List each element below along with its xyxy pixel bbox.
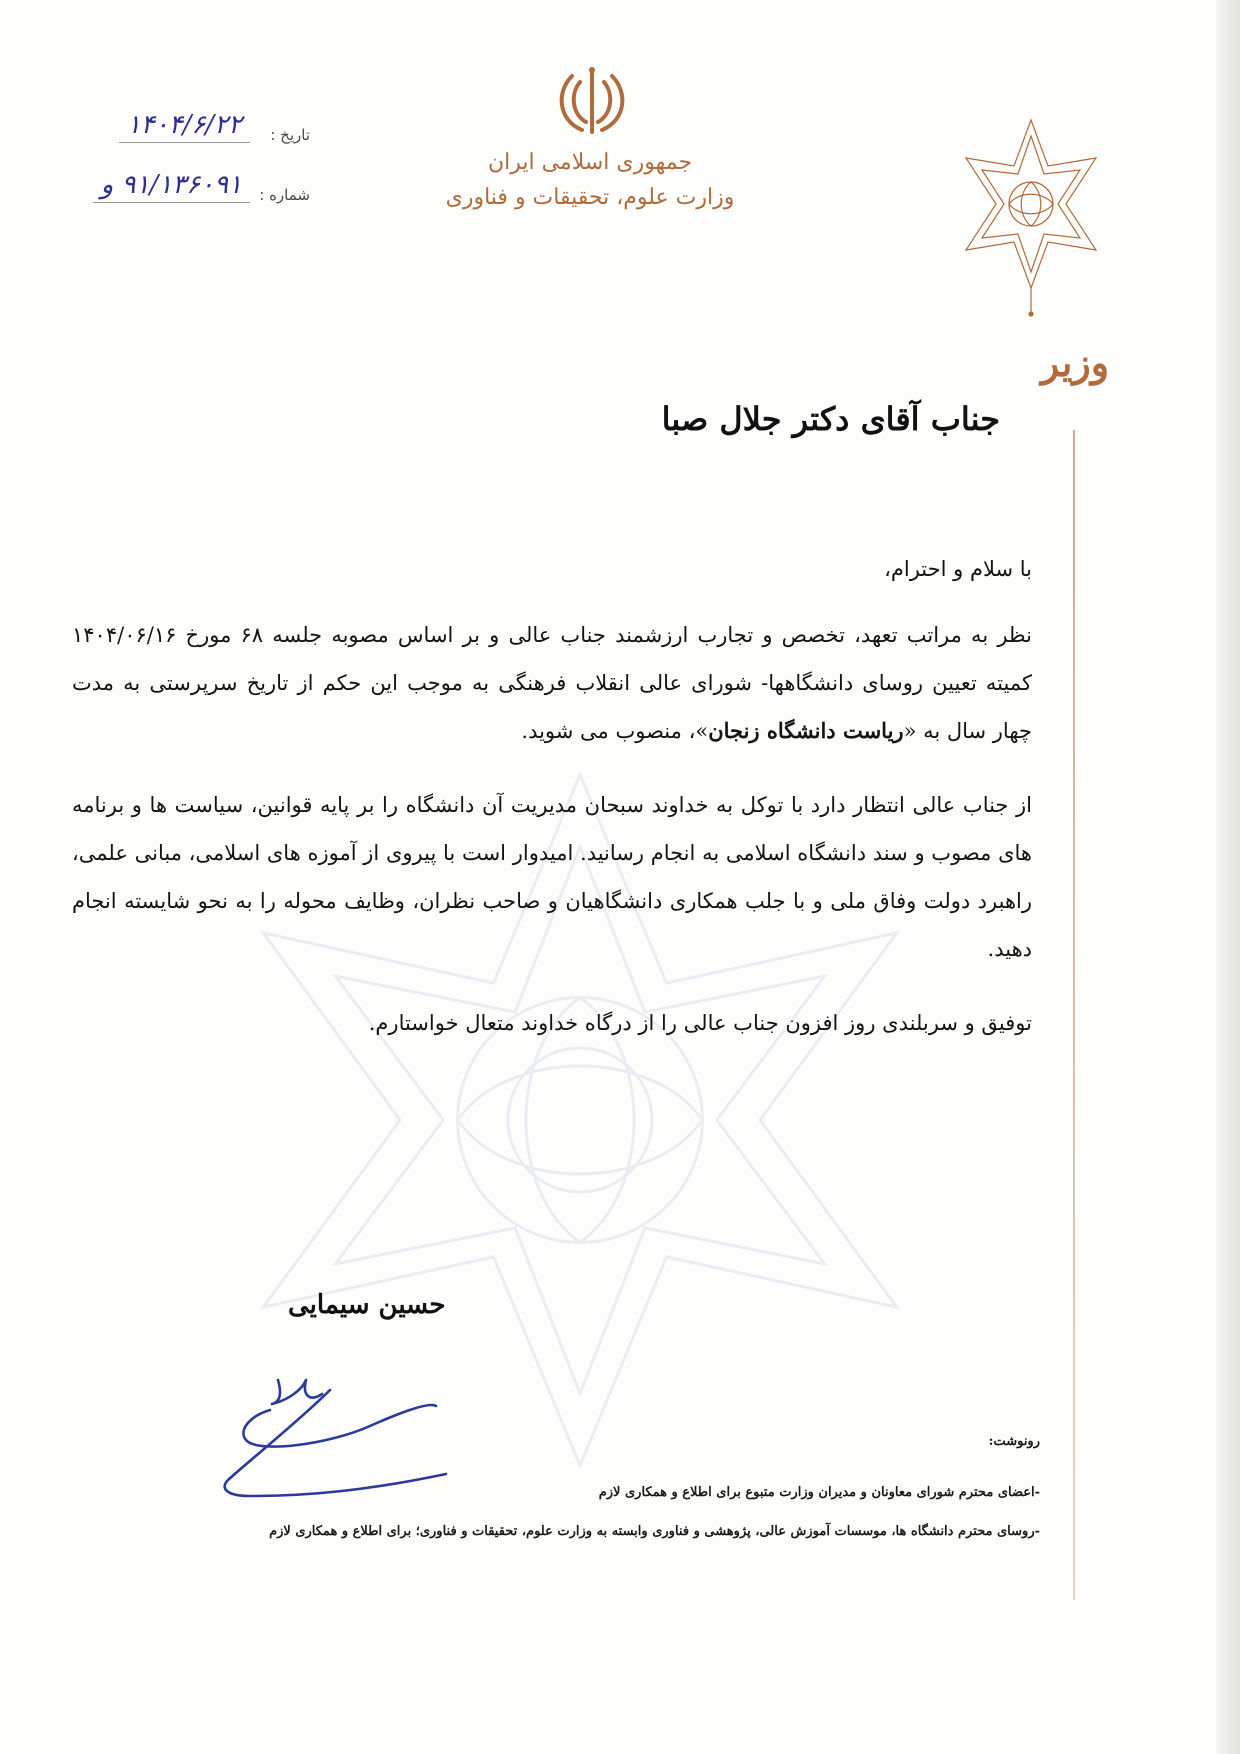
- number-row: [70, 170, 310, 210]
- appointment-text-end: »، منصوب می شوید.: [521, 719, 709, 743]
- islamic-star-ornament-icon: [962, 118, 1100, 318]
- ministry-title: [440, 150, 740, 210]
- page-edge-shadow: [1216, 0, 1240, 1754]
- vertical-divider: [1073, 430, 1075, 1600]
- appointment-text: نظر به مراتب تعهد، تخصص و تجارب ارزشمند جناب عالی و بر اساس مصوبه جلسه ۶۸ مورخ ۱۴۰۴/۰۶/۱۶ کمیته تعیین روسای دانشگاهها- شورای عالی انقلاب فرهنگی به موجب این حکم از تاریخ سرپرستی به مدت چهار سال به «: [72, 623, 1032, 743]
- date-label: تاریخ :: [270, 126, 310, 144]
- number-label: شماره :: [259, 186, 310, 204]
- number-value: ۹۱/۱۳۶۰۹۱ و: [93, 170, 250, 203]
- signer-name: حسین سیمایی: [288, 1290, 446, 1320]
- ministry-name: وزارت علوم، تحقیقات و فناوری: [445, 185, 735, 210]
- carbon-copies: [240, 1434, 1040, 1563]
- date-row: [70, 110, 310, 150]
- letter-body: [72, 545, 1032, 1073]
- copy-recipient: -روسای محترم دانشگاه ها، موسسات آموزش عالی، پژوهشی و فناوری وابسته به وزارت علوم، تحقیقات و فناوری؛ برای اطلاع و همکاری لازم: [269, 1524, 1040, 1539]
- paragraph-appointment: [72, 611, 1032, 755]
- minister-mark: وزیر: [1040, 340, 1110, 385]
- copy-recipient: -اعضای محترم شورای معاونان و مدیران وزارت متبوع برای اطلاع و همکاری لازم: [598, 1485, 1040, 1500]
- greeting: با سلام و احترام،: [884, 557, 1032, 581]
- addressee: جناب آقای دکتر جلال صبا: [661, 400, 1000, 438]
- closing: توفیق و سربلندی روز افزون جناب عالی را از درگاه خداوند متعال خواستارم.: [368, 1011, 1032, 1035]
- date-value: ۱۴۰۴/۶/۲۲: [119, 110, 250, 143]
- copies-heading: رونوشت:: [988, 1434, 1040, 1449]
- paragraph-expectations: از جناب عالی انتظار دارد با توکل به خداوند سبحان مدیریت آن دانشگاه را بر پایه قوانین، سیاست ها و برنامه های مصوب و سند دانشگاه اسلامی به انجام رسانید. امیدوار است با پیروی از آموزه های اسلامی، مبانی علمی، راهبرد دولت وفاق ملی و با جلب همکاری دانشگاهیان و صاحب نظران، وظایف محوله را به نحو شایسته انجام دهید.: [72, 793, 1032, 961]
- iran-emblem-icon: [552, 62, 632, 142]
- republic-title: جمهوری اسلامی ایران: [487, 150, 693, 175]
- appointment-position: ریاست دانشگاه زنجان: [708, 718, 904, 743]
